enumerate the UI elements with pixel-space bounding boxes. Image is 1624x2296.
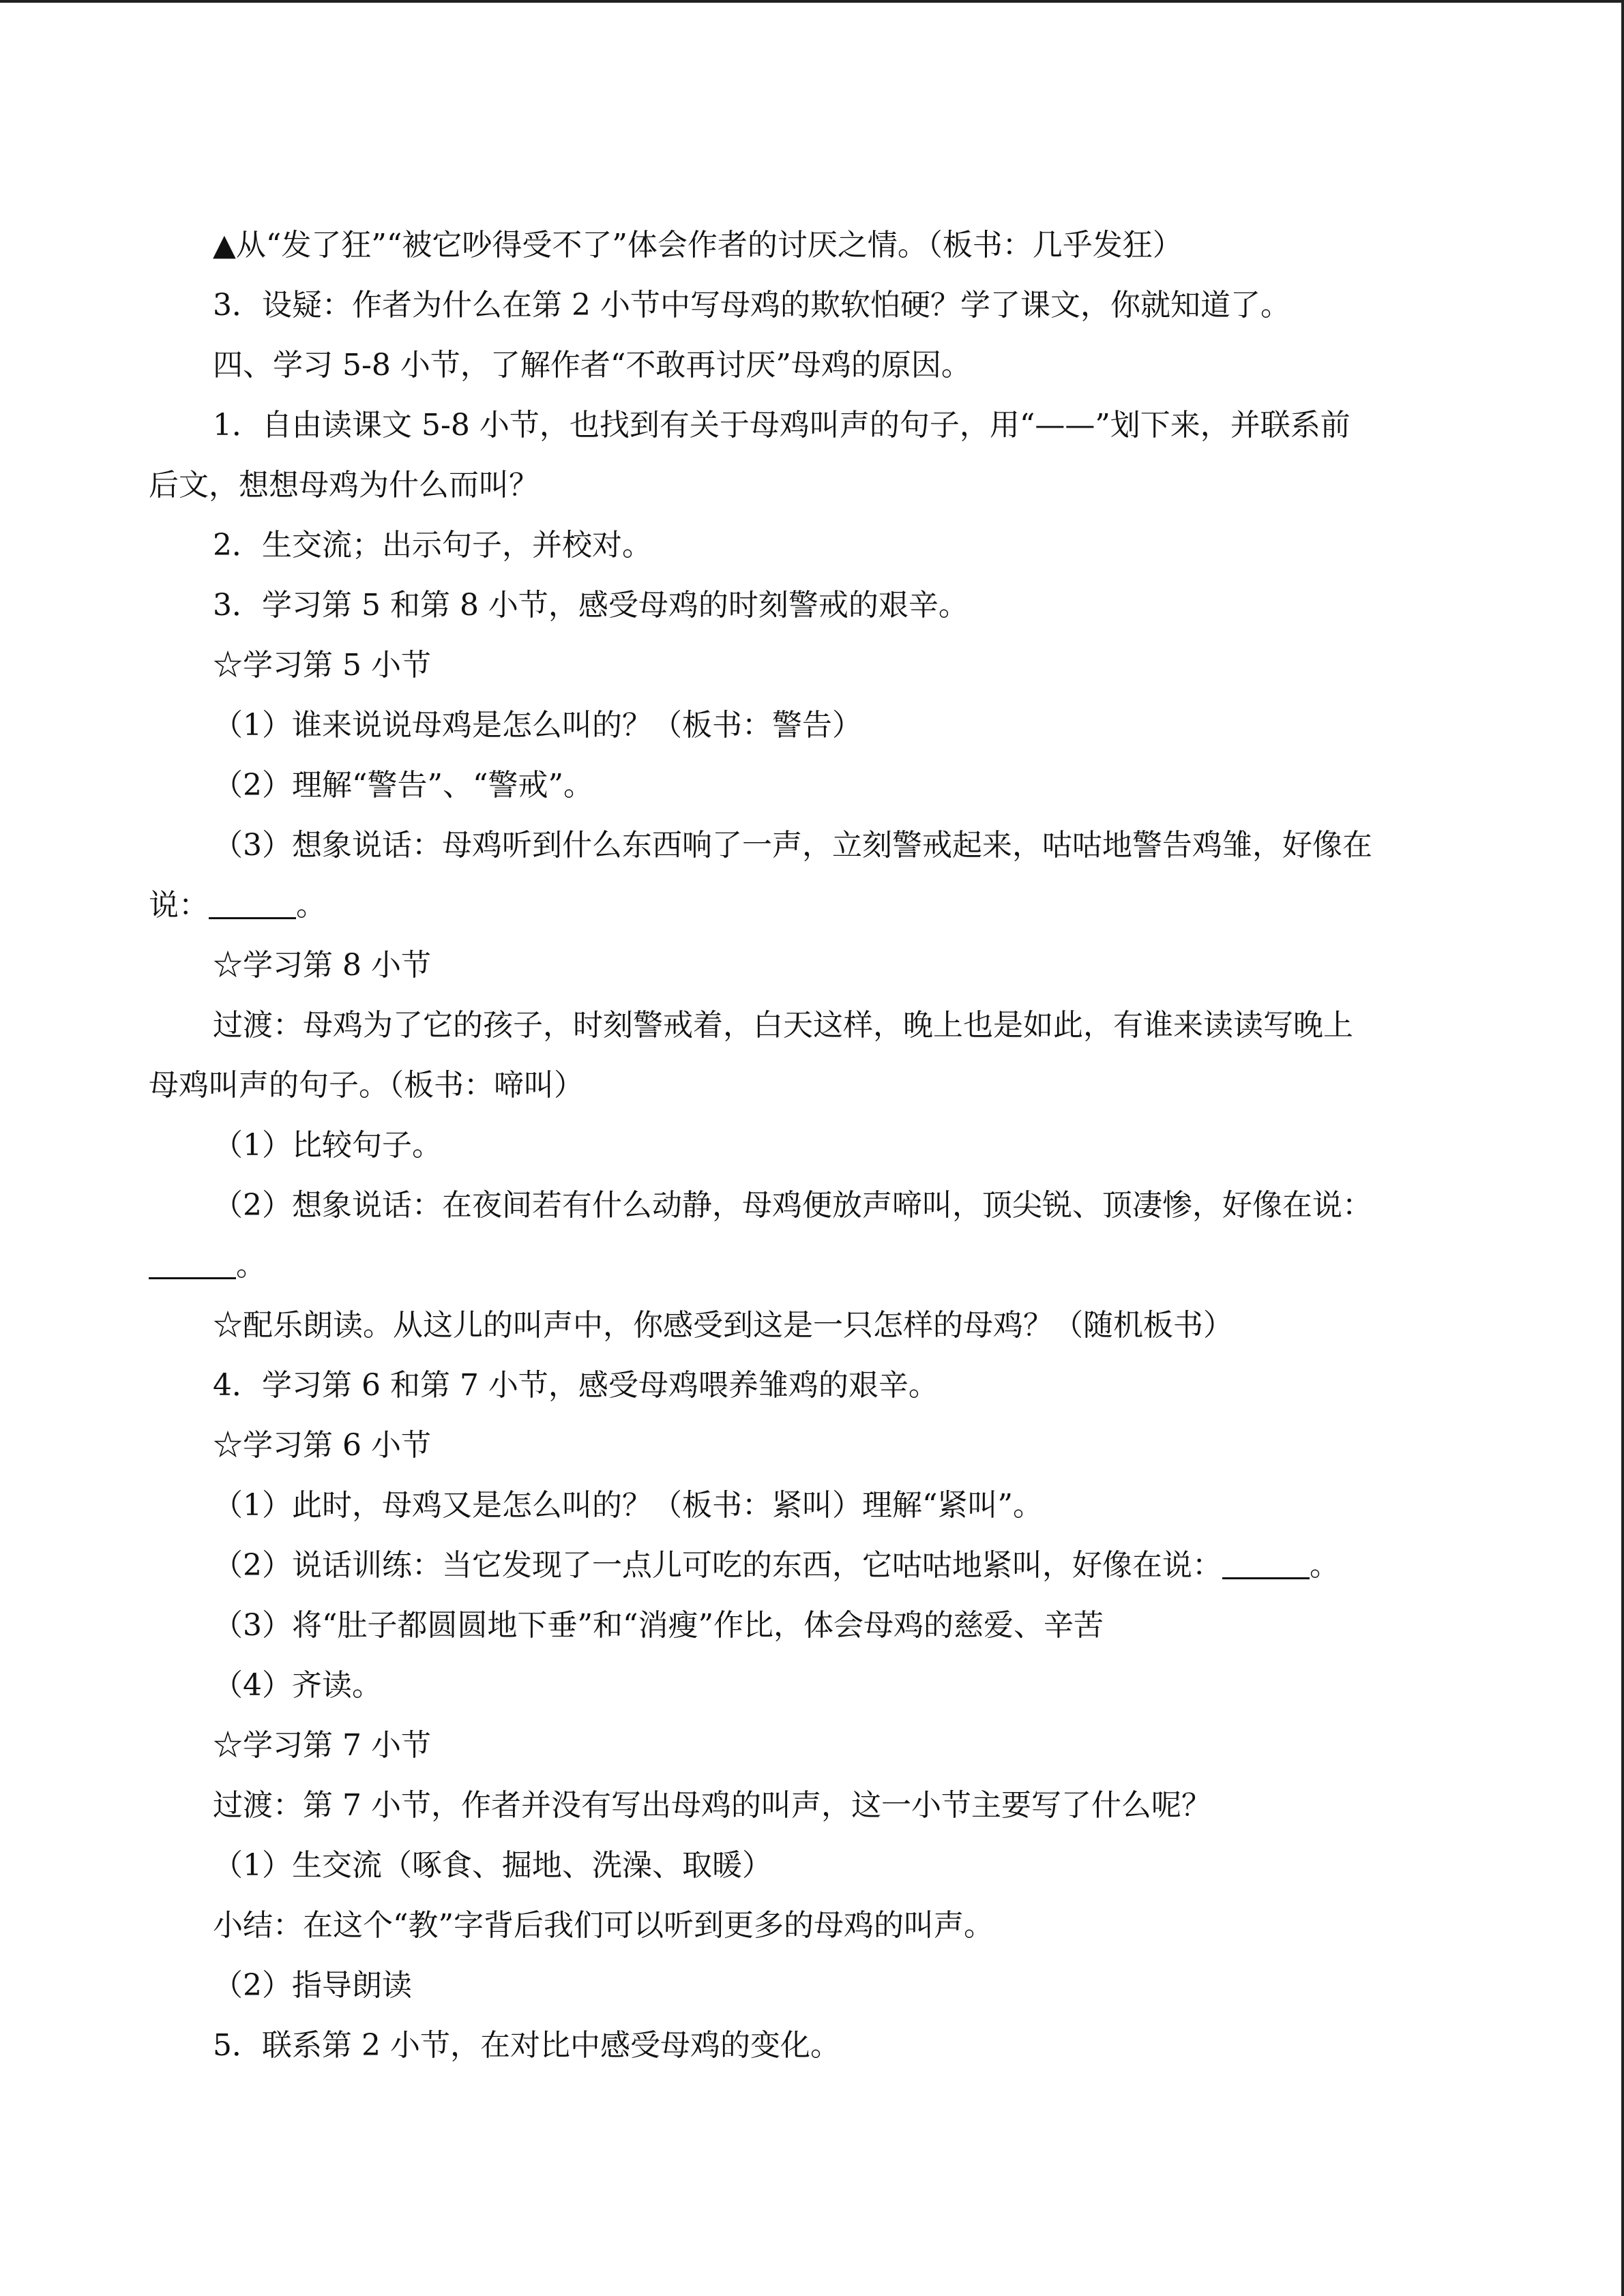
text-line: 小结：在这个“教”字背后我们可以听到更多的母鸡的叫声。 [213,1908,994,1943]
text-line: （1）生交流（啄食、掘地、洗澡、取暖） [213,1848,772,1883]
text-line: ☆配乐朗读。从这儿的叫声中，你感受到这是一只怎样的母鸡？（随机板书） [213,1308,1233,1343]
text-line: （1）谁来说说母鸡是怎么叫的？（板书：警告） [213,708,862,743]
subsection-heading: ☆学习第 8 小节 [213,948,431,983]
text-line: （3）将“肚子都圆圆地下垂”和“消瘦”作比，体会母鸡的慈爱、辛苦 [213,1608,1104,1643]
text-line: （2）想象说话：在夜间若有什么动静，母鸡便放声啼叫，顶尖锐、顶凄惨，好像在说： [213,1188,1372,1223]
section-heading: 四、学习 5-8 小节，了解作者“不敢再讨厌”母鸡的原因。 [213,348,971,383]
text-line: （4）齐读。 [213,1668,382,1703]
text-line: 过渡：第 7 小节，作者并没有写出母鸡的叫声，这一小节主要写了什么呢？ [213,1788,1211,1823]
text-line: （2）理解“警告”、“警戒”。 [213,768,593,803]
text-line: （2）说话训练：当它发现了一点儿可吃的东西，它咕咕地紧叫，好像在说： 。 [213,1548,1340,1583]
subsection-heading: ☆学习第 5 小节 [213,648,431,683]
text-line: 4．学习第 6 和第 7 小节，感受母鸡喂养雏鸡的艰辛。 [213,1368,939,1403]
text-line: 母鸡叫声的句子。（板书：啼叫） [149,1068,584,1103]
text-line: ▲从“发了狂”“被它吵得受不了”体会作者的讨厌之情。（板书：几乎发狂） [213,228,1183,263]
fill-in-blank [1222,1550,1310,1579]
text-line: 3．学习第 5 和第 8 小节，感受母鸡的时刻警戒的艰辛。 [213,588,969,623]
text-line: 2．生交流；出示句子，并校对。 [213,528,652,563]
text-line: 过渡：母鸡为了它的孩子，时刻警戒着，白天这样，晚上也是如此，有谁来读读写晚上 [213,1008,1353,1043]
text-line: （2）指导朗读 [213,1968,412,2003]
text-line: （1）比较句子。 [213,1128,442,1163]
text-line: 5．联系第 2 小节，在对比中感受母鸡的变化。 [213,2028,840,2063]
subsection-heading: ☆学习第 6 小节 [213,1428,431,1463]
text-line: 。 [149,1236,1472,1296]
text-line: （1）此时，母鸡又是怎么叫的？（板书：紧叫）理解“紧叫”。 [213,1488,1043,1523]
text-line: 说： 。 [149,888,326,923]
document-body [149,215,1472,2076]
text-line: 后文，想想母鸡为什么而叫？ [149,468,539,503]
text-line: 3．设疑：作者为什么在第 2 小节中写母鸡的欺软怕硬？学了课文，你就知道了。 [213,288,1290,323]
text-line: （3）想象说话：母鸡听到什么东西响了一声，立刻警戒起来，咕咕地警告鸡雏，好像在 [213,828,1372,863]
fill-in-blank [209,890,296,919]
fill-in-blank [149,1250,236,1279]
text-line: 1．自由读课文 5-8 小节，也找到有关于母鸡叫声的句子，用“——”划下来，并联系前 [213,408,1350,443]
subsection-heading: ☆学习第 7 小节 [213,1728,431,1763]
